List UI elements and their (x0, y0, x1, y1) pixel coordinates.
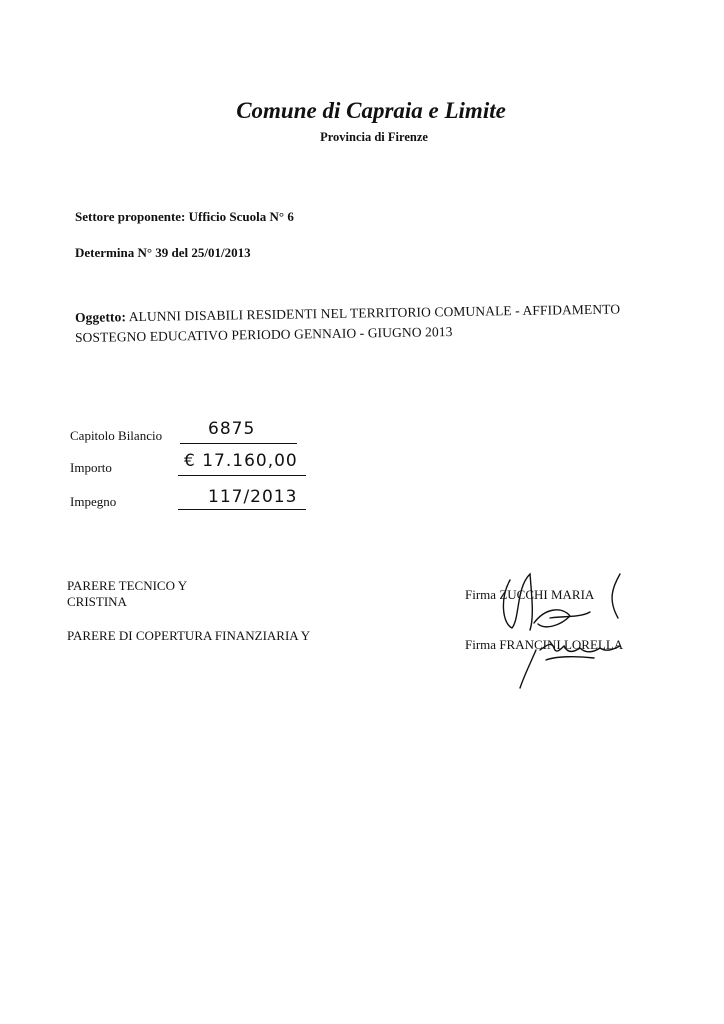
capitolo-label: Capitolo Bilancio (70, 428, 163, 443)
capitolo-handwritten-value: 6875 (208, 419, 256, 439)
importo-handwritten-value: € 17.160,00 (184, 451, 298, 471)
oggetto-text-1: ALUNNI DISABILI RESIDENTI NEL TERRITORIO COMUNALE - AFFIDAMENTO (128, 301, 621, 325)
impegno-underline (178, 509, 306, 510)
settore-proponente (75, 209, 294, 225)
firma-2-label: Firma (465, 637, 497, 652)
document-subtitle: Provincia di Firenze (320, 130, 428, 144)
oggetto-label: Oggetto: (74, 309, 127, 325)
settore-label: Settore proponente: (75, 209, 186, 224)
settore-value: Ufficio Scuola N° 6 (188, 209, 294, 224)
firma-2-name: FRANCINI LORELLA (499, 637, 624, 652)
document-title: Comune di Capraia e Limite (236, 98, 506, 123)
firma-1-name: ZUCCHI MARIA (499, 587, 595, 602)
parere-finanziaria: PARERE DI COPERTURA FINANZIARIA Y (67, 628, 311, 643)
handwritten-signatures (490, 568, 640, 693)
parere-tecnico: PARERE TECNICO Y (67, 578, 188, 593)
oggetto-text-2: SOSTEGNO EDUCATIVO PERIODO GENNAIO - GIUGNO 2013 (74, 324, 453, 345)
parere-tecnico-name: CRISTINA (67, 594, 127, 609)
oggetto-line-1 (75, 301, 620, 326)
impegno-handwritten-value: 117/2013 (208, 487, 298, 507)
determina-line: Determina N° 39 del 25/01/2013 (75, 245, 251, 260)
firma-1-label: Firma (465, 587, 497, 602)
importo-label: Importo (70, 460, 112, 475)
capitolo-underline (180, 443, 297, 444)
importo-underline (178, 475, 306, 476)
impegno-label: Impegno (70, 494, 117, 509)
